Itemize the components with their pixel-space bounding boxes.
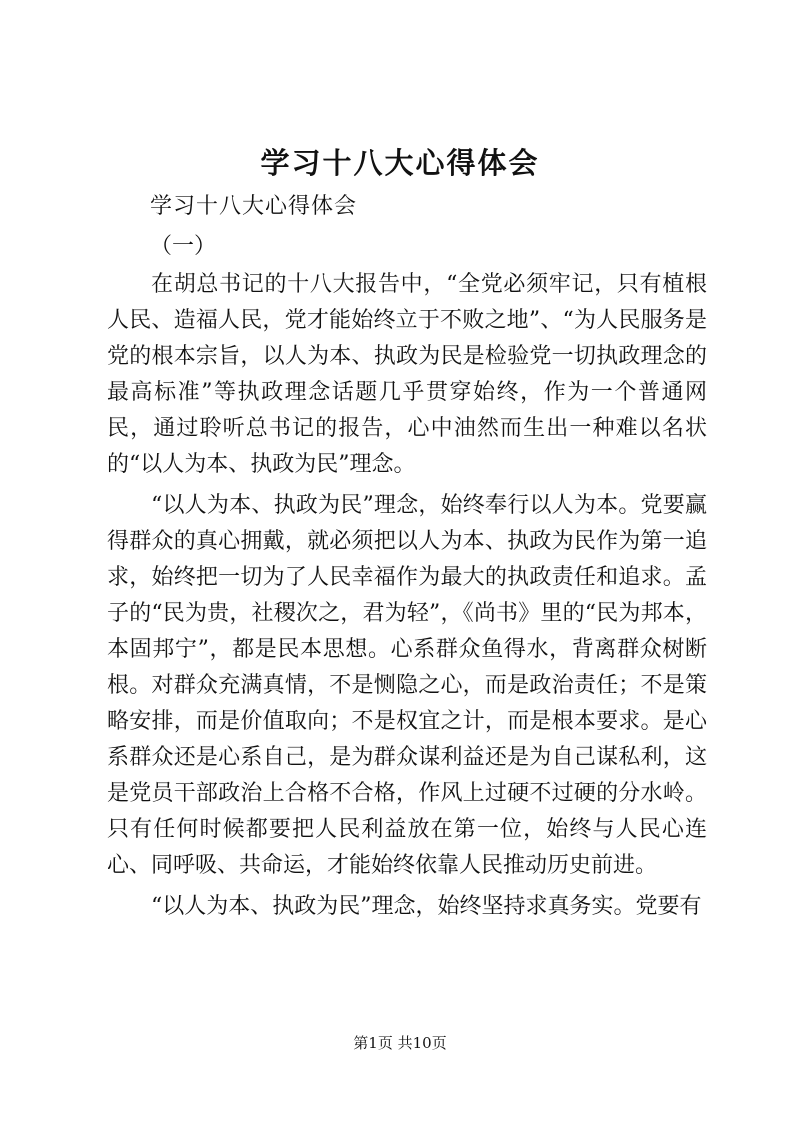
document-subtitle: 学习十八大心得体会 (150, 194, 358, 219)
section-marker: （一） (150, 234, 217, 259)
document-title: 学习十八大心得体会 (260, 146, 540, 180)
paragraph-1: 在胡总书记的十八大报告中，“全党必须牢记，只有植根人民、造福人民，党才能始终立于不败之地”、“为人民服务是党的根本宗旨，以人为本、执政为民是检验党一切执政理念的最高标准”等执政理念话题几乎贯穿始终，作为一个普通网民，通过聆听总书记的报告，心中油然而生出一种难以名状的“以人为本、执政为民”理念。 (107, 272, 707, 477)
paragraph-2: “以人为本、执政为民”理念，始终奉行以人为本。党要赢得群众的真心拥戴，就必须把以人为本、执政为民作为第一追求，始终把一切为了人民幸福作为最大的执政责任和追求。孟子的“民为贵，社稷次之，君为轻”，《尚书》里的“民为邦本，本固邦宁”，都是民本思想。心系群众鱼得水，背离群众树断根。对群众充满真情，不是恻隐之心，而是政治责任；不是策略安排，而是价值取向；不是权宜之计，而是根本要求。是心系群众还是心系自己，是为群众谋利益还是为自己谋私利，这是党员干部政治上合格不合格，作风上过硬不过硬的分水岭。只有任何时候都要把人民利益放在第一位，始终与人民心连心、同呼吸、共命运，才能始终依靠人民推动历史前进。 (107, 493, 707, 878)
document-body (107, 267, 707, 925)
paragraph-3: “以人为本、执政为民”理念，始终坚持求真务实。党要有 (151, 894, 702, 919)
page-footer: 第1页 共10页 (353, 1034, 447, 1052)
